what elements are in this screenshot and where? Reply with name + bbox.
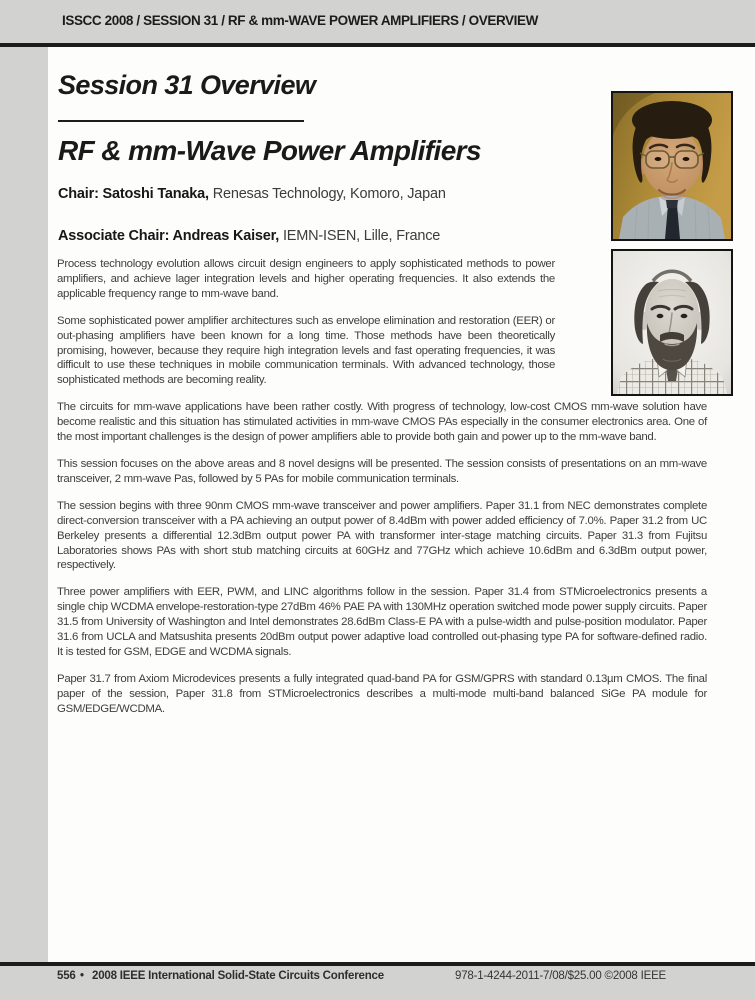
- chair-portrait-art: [613, 93, 731, 239]
- paragraph: This session focuses on the above areas and 8 novel designs will be presented. The session consists of presentations on an mm-wave transceiver, 2 mm-wave Pas, followed by 5 PAs for mobile communication terminals.: [57, 457, 707, 485]
- chair-portrait-photo: [611, 91, 733, 241]
- page-footer-band: [0, 966, 755, 1000]
- title-divider: [58, 120, 304, 122]
- associate-chair-line: [58, 228, 440, 244]
- paragraph: Process technology evolution allows circuit design engineers to apply sophisticated methods to power amplifiers, and achieve lager integration levels and higher operating frequencies. It also extends the applicable frequency range to mm-wave band.: [57, 258, 555, 300]
- paragraph: Some sophisticated power amplifier architectures such as envelope elimination and restoration (EER) or out-phasing amplifiers have been known for a long time. Those methods have been theoretically promising, however, because they require high integration levels and fast operating frequencies, it was difficult to use these techniques in mobile communication terminals. With advanced technology, those sophisticated methods are becoming reality.: [57, 314, 555, 387]
- conference-name: 2008 IEEE International Solid-State Circuits Conference: [92, 970, 384, 982]
- chair-affiliation: Renesas Technology, Komoro, Japan: [208, 186, 446, 202]
- session-title: Session 31 Overview: [58, 70, 316, 100]
- photo-column-spacer: [555, 257, 707, 398]
- page-number: 556: [57, 970, 76, 982]
- associate-chair-affiliation: IEMN-ISEN, Lille, France: [279, 228, 441, 244]
- associate-chair-name: Associate Chair: Andreas Kaiser,: [58, 228, 280, 244]
- paragraph: Three power amplifiers with EER, PWM, and LINC algorithms follow in the session. Paper 31.4 from STMicroelectronics presents a single chip WCDMA envelope-restoration-type 27dBm 46% PAE PA with 130MHz operation switched mode power supply circuits. Paper 31.5 from University of Washington and Intel demonstrates 28.6dBm Class-E PA with a pulse-width and pulse-position modulator. Paper 31.6 from UCLA and Matsushita presents 20dBm output power adaptive load controlled out-phasing type PA for software-defined radio. It is tested for GSM, EDGE and WCDMA signals.: [57, 586, 707, 658]
- overview-body: [57, 257, 707, 729]
- footer-bullet-icon: •: [80, 970, 84, 982]
- chair-line: [58, 186, 446, 202]
- paragraph: Paper 31.7 from Axiom Microdevices presents a fully integrated quad-band PA for GSM/GPRS with standard 0.13µm CMOS. The final paper of the session, Paper 31.8 from STMicroelectronics describes a multi-mode multi-band balanced SiGe PA module for GSM/EDGE/WCDMA.: [57, 672, 707, 715]
- copyright-isbn: 978-1-4244-2011-7/08/$25.00 ©2008 IEEE: [455, 970, 667, 982]
- paragraph: The session begins with three 90nm CMOS mm-wave transceiver and power amplifiers. Paper 31.1 from NEC demonstrates complete direct-conversion transceiver with a PA achieving an output power of 8.4dBm with power added efficiency of 7.0%. Paper 31.2 from UC Berkeley presents a differential 12.3dBm output power PA with transformer inter-stage matching circuits. Paper 31.3 from Fujitsu Laboratories shows PAs with short stub matching circuits at 60GHz and 77GHz which achieve 10.6dBm and 6.3dBm output power, respectively.: [57, 499, 707, 572]
- chair-name: Chair: Satoshi Tanaka,: [58, 186, 209, 202]
- running-header-title: ISSCC 2008 / SESSION 31 / RF & mm-WAVE POWER AMPLIFIERS / OVERVIEW: [62, 13, 538, 28]
- paragraph: The circuits for mm-wave applications have been rather costly. With progress of technology, low-cost CMOS mm-wave solution have become realistic and this situation has stimulated activities in mm-wave CMOS PAs especially in the consumer electronics area. One of the most important challenges is the design of power amplifiers able to provide both gain and power up to the mm-wave band.: [57, 401, 707, 444]
- page-header-band: [0, 0, 755, 43]
- topic-title: RF & mm-Wave Power Amplifiers: [58, 135, 481, 166]
